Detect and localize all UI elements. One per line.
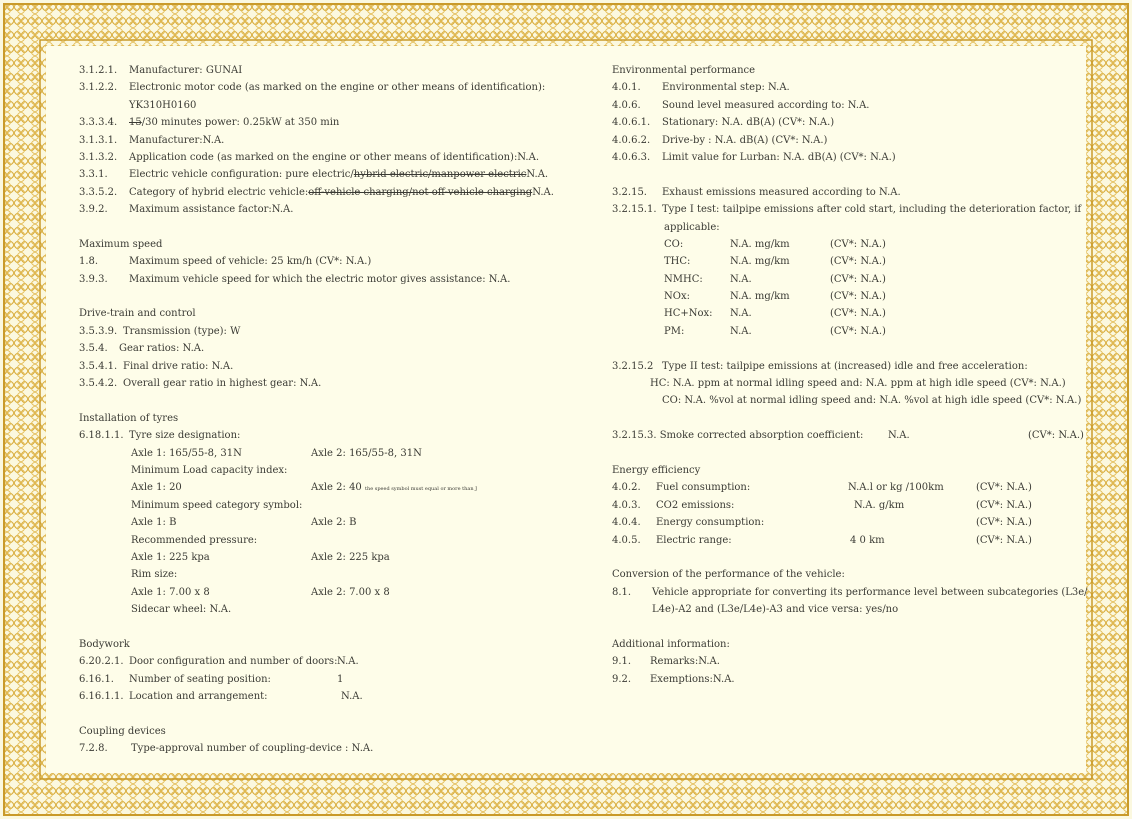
tyres-heading: Installation of tyres xyxy=(79,412,179,424)
manufacturer-row: 3.1.2.1. Manufacturer: GUNAI xyxy=(79,65,243,76)
emission-row-hcnox: HC+Nox: N.A. (CV*: N.A.) xyxy=(664,308,886,320)
remarks-row: 9.1. Remarks:N.A. xyxy=(612,656,720,668)
ev-config-row: 3.3.1. Electric vehicle configuration: pure electric/hybrid electric/manpower electricN.A. xyxy=(79,169,549,181)
load-values: Axle 1: 20 Axle 2: 40 the speed symbol must equal or more than J xyxy=(131,482,478,494)
motor-code-value: YK310H0160 xyxy=(129,99,197,111)
motor-code-row: 3.1.2.2. Electronic motor code (as marked on the engine or other means of identification): xyxy=(79,82,546,94)
env-step-row: 4.0.1. Environmental step: N.A. xyxy=(612,82,790,94)
rim-heading: Rim size: xyxy=(131,569,178,581)
emission-row-nmhc: NMHC: N.A. (CV*: N.A.) xyxy=(664,273,886,285)
type1-cont: applicable: xyxy=(664,221,720,233)
limit-row: 4.0.6.3. Limit value for Lurban: N.A. dB(A) (CV*: N.A.) xyxy=(612,151,896,163)
sidecar-row: Sidecar wheel: N.A. xyxy=(131,604,232,616)
type2-row: 3.2.15.2 Type II test: tailpipe emissions at (increased) idle and free acceleration: xyxy=(612,360,1028,372)
final-drive-row: 3.5.4.1. Final drive ratio: N.A. xyxy=(79,360,234,372)
sound-row: 4.0.6. Sound level measured according to: N.A. xyxy=(612,99,870,111)
type2-co: CO: N.A. %vol at normal idling speed and: N.A. %vol at high idle speed (CV*: N.A.) xyxy=(662,395,1082,407)
assist-speed-row: 3.9.3. Maximum vehicle speed for which the electric motor gives assistance: N.A. xyxy=(79,273,511,285)
overall-gear-row: 3.5.4.2. Overall gear ratio in highest gear: N.A. xyxy=(79,378,322,390)
transmission-row: 3.5.3.9. Transmission (type): W xyxy=(79,325,241,337)
smoke-row: 3.2.15.3. Smoke corrected absorption coefficient: N.A. (CV*: N.A.) xyxy=(612,430,1084,442)
energy-row-fuel: 4.0.2. Fuel consumption: N.A.l or kg /100km (CV*: N.A.) xyxy=(612,482,1032,494)
energy-row-consumption: 4.0.4. Energy consumption: (CV*: N.A.) xyxy=(612,517,1032,529)
emission-row-thc: THC: N.A. mg/km (CV*: N.A.) xyxy=(664,256,886,268)
manufacturer2-row: 3.1.3.1. Manufacturer:N.A. xyxy=(79,134,225,146)
coupling-row: 7.2.8. Type-approval number of coupling-device : N.A. xyxy=(79,743,374,755)
rim-values: Axle 1: 7.00 x 8 Axle 2: 7.00 x 8 xyxy=(131,586,390,598)
coupling-heading: Coupling devices xyxy=(79,725,166,737)
gear-ratios-row: 3.5.4. Gear ratios: N.A. xyxy=(79,343,205,355)
type1-row: 3.2.15.1. Type I test: tailpipe emissions after cold start, including the deterioration factor, if xyxy=(612,204,1082,216)
load-heading: Minimum Load capacity index: xyxy=(131,464,288,476)
bodywork-heading: Bodywork xyxy=(79,638,130,650)
emission-row-nox: NOx: N.A. mg/km (CV*: N.A.) xyxy=(664,291,886,303)
application-code-row: 3.1.3.2. Application code (as marked on the engine or other means of identification):N.A. xyxy=(79,151,539,163)
speed-category-heading: Minimum speed category symbol: xyxy=(131,499,303,511)
emission-row-co: CO: N.A. mg/km (CV*: N.A.) xyxy=(664,238,886,250)
max-speed-row: 1.8. Maximum speed of vehicle: 25 km/h (CV*: N.A.) xyxy=(79,256,372,268)
conversion-row: 8.1. Vehicle appropriate for converting its performance level between subcategories (L3e/ xyxy=(612,586,1088,598)
exemptions-row: 9.2. Exemptions:N.A. xyxy=(612,673,735,685)
power-row: 3.3.3.4. 15/30 minutes power: 0.25kW at 350 min xyxy=(79,117,340,129)
type2-hc: HC: N.A. ppm at normal idling speed and: N.A. ppm at high idle speed (CV*: N.A.) xyxy=(650,378,1066,390)
right-column xyxy=(612,62,1097,688)
energy-row-range: 4.0.5. Electric range: 4 0 km (CV*: N.A.) xyxy=(612,534,1032,546)
additional-heading: Additional information: xyxy=(612,638,730,650)
speed-category-values: Axle 1: B Axle 2: B xyxy=(131,517,357,529)
doors-row: 6.20.2.1. Door configuration and number of doors: N.A. xyxy=(79,656,359,668)
emission-row-pm: PM: N.A. (CV*: N.A.) xyxy=(664,325,886,337)
pressure-heading: Recommended pressure: xyxy=(131,534,258,546)
exhaust-row: 3.2.15. Exhaust emissions measured according to N.A. xyxy=(612,186,901,198)
assist-factor-row: 3.9.2. Maximum assistance factor:N.A. xyxy=(79,204,294,216)
tyre-size-row: 6.18.1.1. Tyre size designation: xyxy=(79,430,241,442)
arrangement-row: 6.16.1.1. Location and arrangement: N.A. xyxy=(79,691,363,703)
max-speed-heading: Maximum speed xyxy=(79,238,163,250)
stationary-row: 4.0.6.1. Stationary: N.A. dB(A) (CV*: N.A.) xyxy=(612,117,835,129)
left-column xyxy=(79,62,569,758)
conversion-heading: Conversion of the performance of the vehicle: xyxy=(612,569,845,581)
hybrid-category-row: 3.3.5.2. Category of hybrid electric vehicle:off-vehicle charging/not off-vehicle chargingN.A. xyxy=(79,186,554,198)
conversion-cont: L4e)-A2 and (L3e/L4e)-A3 and vice versa: yes/no xyxy=(652,604,899,616)
tyre-size-values: Axle 1: 165/55-8, 31N Axle 2: 165/55-8, 31N xyxy=(131,447,422,459)
env-heading: Environmental performance xyxy=(612,65,756,76)
seating-row: 6.16.1. Number of seating position: 1 xyxy=(79,673,344,685)
energy-row-co2: 4.0.3. CO2 emissions: N.A. g/km (CV*: N.A.) xyxy=(612,499,1032,511)
energy-heading: Energy efficiency xyxy=(612,464,701,476)
drivetrain-heading: Drive-train and control xyxy=(79,308,196,320)
pressure-values: Axle 1: 225 kpa Axle 2: 225 kpa xyxy=(131,551,390,563)
driveby-row: 4.0.6.2. Drive-by : N.A. dB(A) (CV*: N.A.) xyxy=(612,134,828,146)
